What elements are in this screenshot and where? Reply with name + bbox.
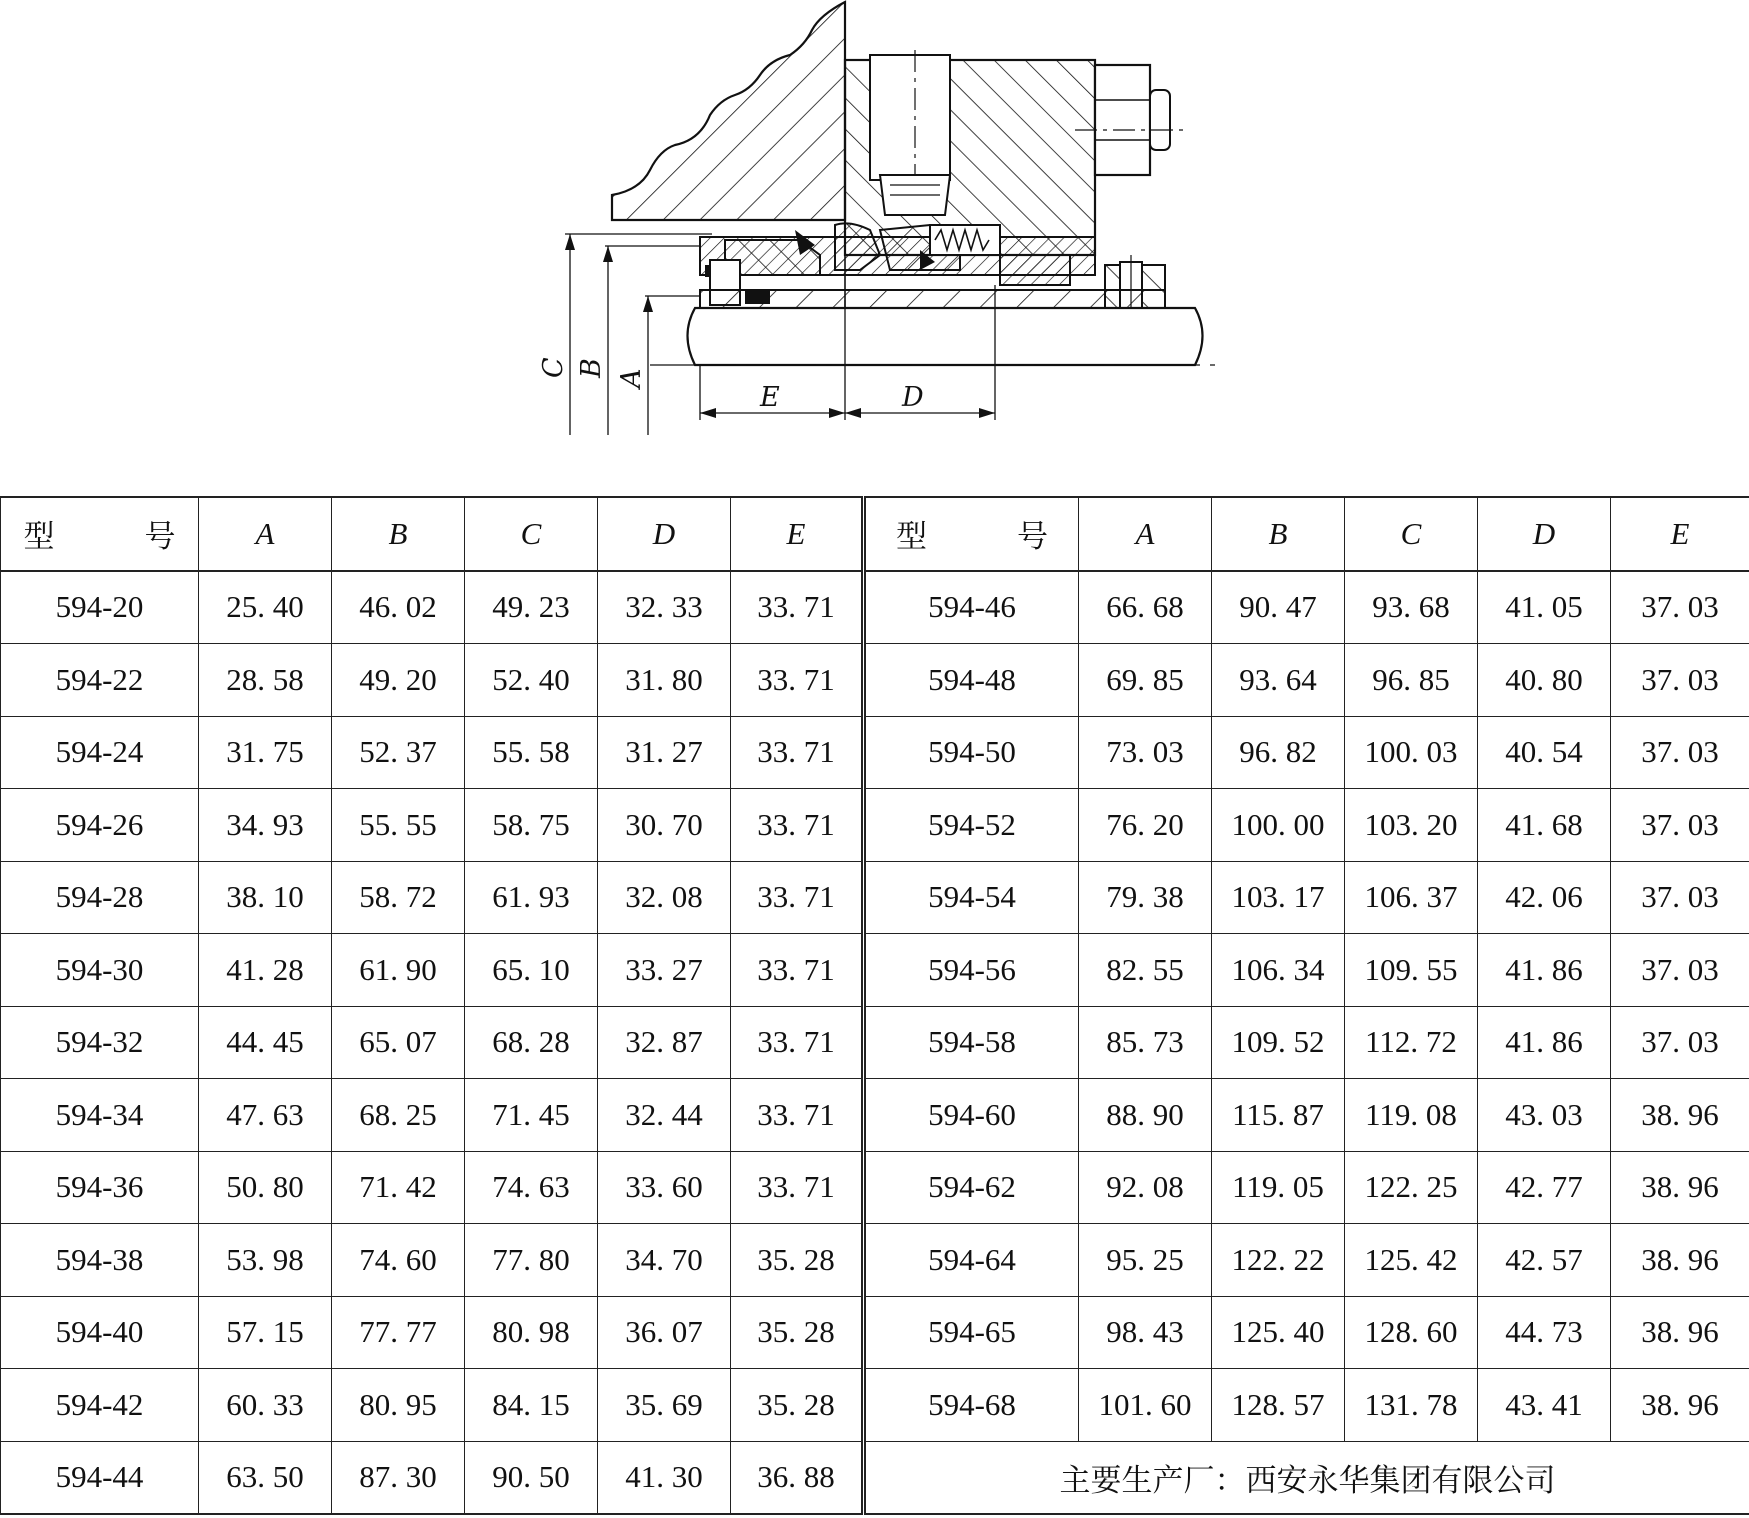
header-b-right: B [1212, 497, 1345, 571]
table-cell: 35. 69 [598, 1369, 731, 1442]
table-cell: 32. 87 [598, 1006, 731, 1079]
table-cell: 37. 03 [1611, 1006, 1749, 1079]
table-cell: 66. 68 [1079, 571, 1212, 644]
table-cell: 55. 55 [332, 789, 465, 862]
table-cell: 41. 86 [1478, 1006, 1611, 1079]
table-cell: 125. 42 [1345, 1224, 1478, 1297]
table-cell: 33. 27 [598, 934, 731, 1007]
table-cell: 31. 80 [598, 644, 731, 717]
table-cell: 58. 72 [332, 861, 465, 934]
header-d-right: D [1478, 497, 1611, 571]
table-cell: 49. 23 [465, 571, 598, 644]
dim-label-d: D [902, 382, 924, 413]
table-cell: 38. 96 [1611, 1079, 1749, 1152]
table-cell: 25. 40 [199, 571, 332, 644]
table-cell: 41. 05 [1478, 571, 1611, 644]
header-a-right: A [1079, 497, 1212, 571]
table-cell: 594-60 [864, 1079, 1079, 1152]
table-cell: 37. 03 [1611, 861, 1749, 934]
table-cell: 594-48 [864, 644, 1079, 717]
table-cell: 52. 40 [465, 644, 598, 717]
header-b-left: B [332, 497, 465, 571]
table-cell: 80. 98 [465, 1296, 598, 1369]
table-cell: 95. 25 [1079, 1224, 1212, 1297]
table-row [1, 1296, 1749, 1369]
table-cell: 53. 98 [199, 1224, 332, 1297]
table-cell: 85. 73 [1079, 1006, 1212, 1079]
shaft [650, 308, 1215, 365]
dim-label-e: E [760, 382, 780, 413]
table-cell: 61. 90 [332, 934, 465, 1007]
table-cell: 80. 95 [332, 1369, 465, 1442]
table-cell: 31. 75 [199, 716, 332, 789]
table-row [1, 1079, 1749, 1152]
table-cell: 90. 50 [465, 1441, 598, 1514]
table-cell: 37. 03 [1611, 644, 1749, 717]
table-cell: 69. 85 [1079, 644, 1212, 717]
header-d-left: D [598, 497, 731, 571]
pump-housing [612, 2, 845, 220]
table-cell: 93. 64 [1212, 644, 1345, 717]
table-cell: 33. 71 [731, 1006, 864, 1079]
table-cell: 68. 28 [465, 1006, 598, 1079]
table-cell: 71. 45 [465, 1079, 598, 1152]
table-cell: 37. 03 [1611, 789, 1749, 862]
table-cell: 52. 37 [332, 716, 465, 789]
table-cell: 31. 27 [598, 716, 731, 789]
table-cell: 35. 28 [731, 1296, 864, 1369]
table-cell: 594-68 [864, 1369, 1079, 1442]
table-row [1, 1369, 1749, 1442]
table-cell: 47. 63 [199, 1079, 332, 1152]
table-cell: 594-22 [1, 644, 199, 717]
table-cell: 98. 43 [1079, 1296, 1212, 1369]
table-cell: 100. 00 [1212, 789, 1345, 862]
table-cell: 33. 71 [731, 1151, 864, 1224]
table-cell: 594-58 [864, 1006, 1079, 1079]
table-cell: 594-26 [1, 789, 199, 862]
table-cell: 30. 70 [598, 789, 731, 862]
table-cell: 96. 82 [1212, 716, 1345, 789]
table-cell: 119. 08 [1345, 1079, 1478, 1152]
table-cell: 594-28 [1, 861, 199, 934]
table-cell: 594-36 [1, 1151, 199, 1224]
table-row [1, 1151, 1749, 1224]
table-cell: 32. 08 [598, 861, 731, 934]
dimension-spec-table [0, 496, 1749, 1515]
table-cell: 33. 71 [731, 934, 864, 1007]
table-cell: 55. 58 [465, 716, 598, 789]
table-row [1, 861, 1749, 934]
table-cell: 109. 52 [1212, 1006, 1345, 1079]
table-cell: 106. 34 [1212, 934, 1345, 1007]
table-cell: 84. 15 [465, 1369, 598, 1442]
table-cell: 594-62 [864, 1151, 1079, 1224]
table-cell: 32. 33 [598, 571, 731, 644]
table-cell: 43. 41 [1478, 1369, 1611, 1442]
table-cell: 37. 03 [1611, 716, 1749, 789]
table-cell: 125. 40 [1212, 1296, 1345, 1369]
table-cell: 63. 50 [199, 1441, 332, 1514]
table-cell: 33. 60 [598, 1151, 731, 1224]
table-cell: 42. 06 [1478, 861, 1611, 934]
header-model-left: 型 号 [1, 497, 199, 571]
table-cell: 68. 25 [332, 1079, 465, 1152]
table-cell: 34. 70 [598, 1224, 731, 1297]
table-cell: 128. 57 [1212, 1369, 1345, 1442]
manufacturer-note: 主要生产厂：西安永华集团有限公司 [864, 1441, 1749, 1514]
table-cell: 41. 30 [598, 1441, 731, 1514]
table-cell: 38. 96 [1611, 1296, 1749, 1369]
table-cell: 43. 03 [1478, 1079, 1611, 1152]
table-row [1, 571, 1749, 644]
table-cell: 34. 93 [199, 789, 332, 862]
table-cell: 77. 77 [332, 1296, 465, 1369]
table-row [1, 716, 1749, 789]
table-cell: 40. 80 [1478, 644, 1611, 717]
table-cell: 594-52 [864, 789, 1079, 862]
table-cell: 594-30 [1, 934, 199, 1007]
table-cell: 44. 73 [1478, 1296, 1611, 1369]
table-cell: 82. 55 [1079, 934, 1212, 1007]
table-cell: 594-44 [1, 1441, 199, 1514]
table-cell: 92. 08 [1079, 1151, 1212, 1224]
header-c-left: C [465, 497, 598, 571]
table-cell: 33. 71 [731, 716, 864, 789]
header-e-right: E [1611, 497, 1749, 571]
table-cell: 594-42 [1, 1369, 199, 1442]
table-cell: 61. 93 [465, 861, 598, 934]
table-cell: 37. 03 [1611, 934, 1749, 1007]
table-row [1, 1224, 1749, 1297]
table-cell: 57. 15 [199, 1296, 332, 1369]
table-cell: 38. 96 [1611, 1151, 1749, 1224]
table-cell: 42. 77 [1478, 1151, 1611, 1224]
table-cell: 87. 30 [332, 1441, 465, 1514]
table-cell: 37. 03 [1611, 571, 1749, 644]
table-cell: 77. 80 [465, 1224, 598, 1297]
table-cell: 90. 47 [1212, 571, 1345, 644]
table-cell: 594-32 [1, 1006, 199, 1079]
table-cell: 73. 03 [1079, 716, 1212, 789]
dim-label-b: B [576, 358, 607, 378]
table-cell: 119. 05 [1212, 1151, 1345, 1224]
table-cell: 38. 10 [199, 861, 332, 934]
header-c-right: C [1345, 497, 1478, 571]
table-cell: 36. 07 [598, 1296, 731, 1369]
header-e-left: E [731, 497, 864, 571]
dim-label-a: A [616, 368, 647, 388]
table-row [1, 1006, 1749, 1079]
table-cell: 50. 80 [199, 1151, 332, 1224]
table-cell: 38. 96 [1611, 1369, 1749, 1442]
table-cell: 594-20 [1, 571, 199, 644]
header-model-right: 型 号 [864, 497, 1079, 571]
table-cell: 74. 63 [465, 1151, 598, 1224]
table-cell: 106. 37 [1345, 861, 1478, 934]
table-cell: 594-65 [864, 1296, 1079, 1369]
table-cell: 41. 86 [1478, 934, 1611, 1007]
table-cell: 79. 38 [1079, 861, 1212, 934]
table-cell: 40. 54 [1478, 716, 1611, 789]
table-row [1, 789, 1749, 862]
table-cell: 76. 20 [1079, 789, 1212, 862]
table-cell: 58. 75 [465, 789, 598, 862]
table-row-last [1, 1441, 1749, 1514]
table-cell: 109. 55 [1345, 934, 1478, 1007]
table-cell: 71. 42 [332, 1151, 465, 1224]
table-cell: 28. 58 [199, 644, 332, 717]
table-cell: 93. 68 [1345, 571, 1478, 644]
table-cell: 96. 85 [1345, 644, 1478, 717]
table-cell: 112. 72 [1345, 1006, 1478, 1079]
table-cell: 41. 68 [1478, 789, 1611, 862]
table-cell: 103. 17 [1212, 861, 1345, 934]
table-body [1, 571, 1749, 1515]
table-cell: 41. 28 [199, 934, 332, 1007]
table-cell: 128. 60 [1345, 1296, 1478, 1369]
table-cell: 36. 88 [731, 1441, 864, 1514]
seal-cross-section-drawing [0, 0, 1749, 450]
table-row [1, 644, 1749, 717]
table-cell: 101. 60 [1079, 1369, 1212, 1442]
table-cell: 100. 03 [1345, 716, 1478, 789]
table-cell: 594-46 [864, 571, 1079, 644]
table-cell: 594-38 [1, 1224, 199, 1297]
table-cell: 131. 78 [1345, 1369, 1478, 1442]
table-cell: 33. 71 [731, 644, 864, 717]
table-cell: 49. 20 [332, 644, 465, 717]
table-cell: 33. 71 [731, 861, 864, 934]
table-cell: 60. 33 [199, 1369, 332, 1442]
table-cell: 594-64 [864, 1224, 1079, 1297]
table-cell: 594-54 [864, 861, 1079, 934]
table-cell: 122. 22 [1212, 1224, 1345, 1297]
table-cell: 38. 96 [1611, 1224, 1749, 1297]
table-cell: 33. 71 [731, 789, 864, 862]
table-cell: 33. 71 [731, 1079, 864, 1152]
table-cell: 35. 28 [731, 1369, 864, 1442]
table-cell: 594-50 [864, 716, 1079, 789]
table-cell: 42. 57 [1478, 1224, 1611, 1297]
table-header-row [1, 497, 1749, 571]
table-row [1, 934, 1749, 1007]
table-cell: 88. 90 [1079, 1079, 1212, 1152]
table-cell: 594-24 [1, 716, 199, 789]
table-cell: 594-34 [1, 1079, 199, 1152]
dim-label-c: C [538, 357, 569, 378]
header-a-left: A [199, 497, 332, 571]
table-cell: 65. 07 [332, 1006, 465, 1079]
table-cell: 44. 45 [199, 1006, 332, 1079]
table-cell: 65. 10 [465, 934, 598, 1007]
table-cell: 115. 87 [1212, 1079, 1345, 1152]
table-cell: 74. 60 [332, 1224, 465, 1297]
table-cell: 594-40 [1, 1296, 199, 1369]
table-cell: 33. 71 [731, 571, 864, 644]
table-cell: 122. 25 [1345, 1151, 1478, 1224]
table-cell: 103. 20 [1345, 789, 1478, 862]
table-cell: 46. 02 [332, 571, 465, 644]
table-cell: 594-56 [864, 934, 1079, 1007]
table-cell: 35. 28 [731, 1224, 864, 1297]
table-cell: 32. 44 [598, 1079, 731, 1152]
